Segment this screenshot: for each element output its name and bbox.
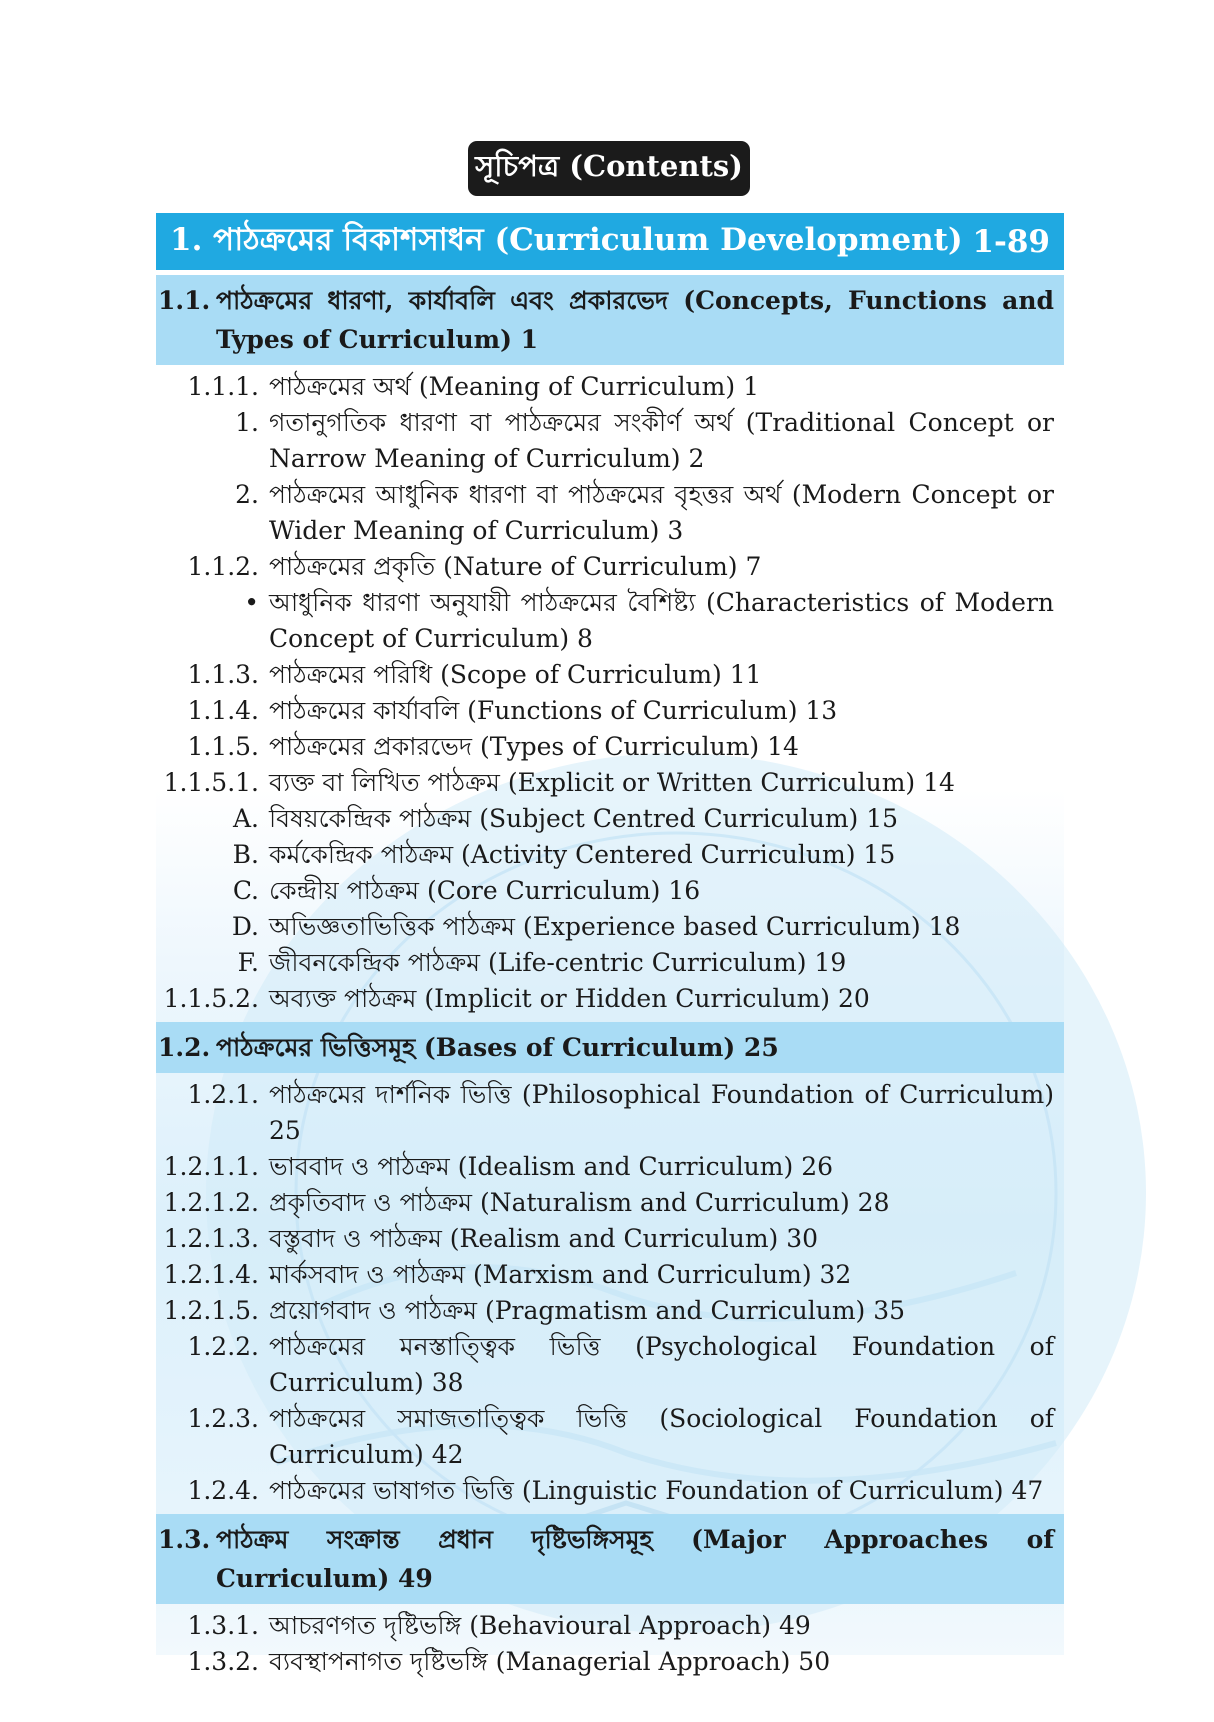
toc-entry[interactable] [156, 1401, 1064, 1473]
section-header[interactable] [156, 275, 1064, 365]
entry-text: প্রয়োগবাদ ও পাঠক্রম (Pragmatism and Curriculum) 35 [269, 1296, 906, 1325]
toc-entry[interactable] [156, 945, 1064, 981]
entry-number: 1.1.5.2. [163, 984, 259, 1013]
entry-text: আচরণগত দৃষ্টিভঙ্গি (Behavioural Approach) 49 [269, 1611, 811, 1640]
toc-entry[interactable] [156, 693, 1064, 729]
entry-text: আধুনিক ধারণা অনুযায়ী পাঠক্রমের বৈশিষ্ট্য (Characteristics of Modern Concept of Curriculum) 8 [269, 588, 1054, 653]
entry-text: কেন্দ্রীয় পাঠক্রম (Core Curriculum) 16 [269, 876, 701, 905]
section-header[interactable] [156, 1514, 1064, 1604]
entry-number: 1.1.2. [187, 552, 259, 581]
entry-number: 1. [235, 408, 259, 437]
entry-text: পাঠক্রমের ভাষাগত ভিত্তি (Linguistic Foundation of Curriculum) 47 [269, 1476, 1044, 1505]
entry-number: 1.2.1. [187, 1080, 259, 1109]
entry-number: 1.2.3. [187, 1404, 259, 1433]
bullet-icon: • [244, 588, 259, 617]
entry-text: অব্যক্ত পাঠক্রম (Implicit or Hidden Curriculum) 20 [269, 984, 870, 1013]
entry-text: অভিজ্ঞতাভিত্তিক পাঠক্রম (Experience based Curriculum) 18 [269, 912, 961, 941]
entry-number: 1.2.1.1. [163, 1152, 259, 1181]
toc-entry[interactable] [156, 765, 1064, 801]
entry-number: 2. [235, 480, 259, 509]
entry-text: পাঠক্রমের দার্শনিক ভিত্তি (Philosophical Foundation of Curriculum) 25 [269, 1080, 1054, 1145]
toc-entry[interactable] [156, 549, 1064, 585]
entry-text: পাঠক্রমের মনস্তাত্ত্বিক ভিত্তি (Psychological Foundation of Curriculum) 38 [269, 1332, 1054, 1397]
entry-text: কর্মকেন্দ্রিক পাঠক্রম (Activity Centered Curriculum) 15 [269, 840, 896, 869]
entry-text: মার্কসবাদ ও পাঠক্রম (Marxism and Curriculum) 32 [269, 1260, 852, 1289]
entry-number: 1.1.5.1. [163, 768, 259, 797]
toc-entry[interactable] [156, 405, 1064, 477]
toc-entry[interactable] [156, 1473, 1064, 1509]
toc-entry[interactable] [156, 1293, 1064, 1329]
toc-entry[interactable] [156, 1257, 1064, 1293]
entry-number: 1.2.1.4. [163, 1260, 259, 1289]
toc-entry[interactable] [156, 657, 1064, 693]
entry-text: প্রকৃতিবাদ ও পাঠক্রম (Naturalism and Curriculum) 28 [269, 1188, 890, 1217]
section-number: 1.1. [158, 286, 211, 315]
entry-text: ভাববাদ ও পাঠক্রম (Idealism and Curriculum) 26 [269, 1152, 834, 1181]
entry-number: 1.2.1.5. [163, 1296, 259, 1325]
toc-entry[interactable] [156, 1185, 1064, 1221]
toc-entry[interactable] [156, 1329, 1064, 1401]
entry-text: পাঠক্রমের প্রকারভেদ (Types of Curriculum) 14 [269, 732, 799, 761]
toc-entry[interactable] [156, 729, 1064, 765]
entry-number: 1.1.1. [187, 372, 259, 401]
entry-text: ব্যবস্থাপনাগত দৃষ্টিভঙ্গি (Managerial Approach) 50 [269, 1647, 831, 1676]
entry-text: ব্যক্ত বা লিখিত পাঠক্রম (Explicit or Written Curriculum) 14 [269, 768, 955, 797]
toc-entry[interactable] [156, 477, 1064, 549]
entry-number: C. [232, 876, 259, 905]
entry-text: পাঠক্রমের সমাজতাত্ত্বিক ভিত্তি (Sociological Foundation of Curriculum) 42 [269, 1404, 1054, 1469]
entry-number: 1.1.3. [187, 660, 259, 689]
section-title: পাঠক্রমের ভিত্তিসমূহ (Bases of Curriculum) 25 [216, 1033, 779, 1062]
section-number: 1.3. [158, 1525, 211, 1554]
entry-number: D. [231, 912, 259, 941]
entry-text: পাঠক্রমের কার্যাবলি (Functions of Curriculum) 13 [269, 696, 838, 725]
toc-entry[interactable] [156, 1077, 1064, 1149]
section-number: 1.2. [158, 1033, 211, 1062]
entry-text: পাঠক্রমের প্রকৃতি (Nature of Curriculum) 7 [269, 552, 762, 581]
toc-entry[interactable] [156, 873, 1064, 909]
chapter-header[interactable] [156, 213, 1064, 270]
entry-text: পাঠক্রমের অর্থ (Meaning of Curriculum) 1 [269, 372, 759, 401]
chapter-title: 1. পাঠক্রমের বিকাশসাধন (Curriculum Development) [170, 221, 963, 258]
toc-entry[interactable] [156, 1644, 1064, 1680]
toc-entry[interactable] [156, 837, 1064, 873]
entry-text: বিষয়কেন্দ্রিক পাঠক্রম (Subject Centred Curriculum) 15 [269, 804, 899, 833]
chapter-pages: 1-89 [972, 223, 1050, 260]
entry-number: B. [232, 840, 259, 869]
page-title: সূচিপত্র (Contents) [468, 141, 750, 196]
section-title: পাঠক্রমের ধারণা, কার্যাবলি এবং প্রকারভেদ (Concepts, Functions and Types of Curriculum) 1 [216, 286, 1054, 354]
entry-number: 1.2.1.2. [163, 1188, 259, 1217]
entry-number: 1.3.2. [187, 1647, 259, 1676]
toc-entry[interactable] [156, 369, 1064, 405]
entry-number: 1.2.2. [187, 1332, 259, 1361]
entry-text: গতানুগতিক ধারণা বা পাঠক্রমের সংকীর্ণ অর্থ (Traditional Concept or Narrow Meaning of Curriculum) 2 [269, 408, 1054, 473]
entry-number: 1.3.1. [187, 1611, 259, 1640]
toc-entry[interactable] [156, 909, 1064, 945]
table-of-contents [156, 213, 1064, 1676]
toc-entry[interactable] [156, 801, 1064, 837]
entry-text: বস্তুবাদ ও পাঠক্রম (Realism and Curriculum) 30 [269, 1224, 819, 1253]
entry-text: পাঠক্রমের আধুনিক ধারণা বা পাঠক্রমের বৃহত্তর অর্থ (Modern Concept or Wider Meaning of Curriculum) 3 [269, 480, 1054, 545]
entry-number: 1.2.1.3. [163, 1224, 259, 1253]
entry-number: A. [232, 804, 259, 833]
toc-entry[interactable] [156, 981, 1064, 1017]
toc-entry[interactable] [156, 585, 1064, 657]
entry-number: 1.1.4. [187, 696, 259, 725]
entry-number: F. [237, 948, 259, 977]
toc-entry[interactable] [156, 1221, 1064, 1257]
section-header[interactable] [156, 1022, 1064, 1073]
entry-text: পাঠক্রমের পরিধি (Scope of Curriculum) 11 [269, 660, 762, 689]
toc-entry[interactable] [156, 1608, 1064, 1644]
section-title: পাঠক্রম সংক্রান্ত প্রধান দৃষ্টিভঙ্গিসমূহ (Major Approaches of Curriculum) 49 [216, 1525, 1054, 1593]
entry-number: 1.2.4. [187, 1476, 259, 1505]
entry-number: 1.1.5. [187, 732, 259, 761]
toc-entry[interactable] [156, 1149, 1064, 1185]
entry-text: জীবনকেন্দ্রিক পাঠক্রম (Life-centric Curriculum) 19 [269, 948, 847, 977]
